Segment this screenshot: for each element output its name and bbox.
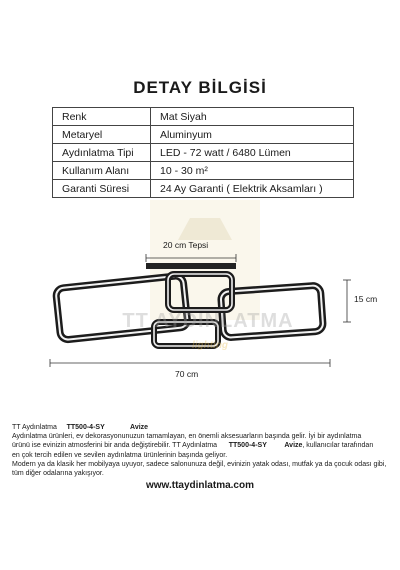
tray-dimension-label: 20 cm Tepsi xyxy=(163,240,209,250)
website-link[interactable]: www.ttaydinlatma.com xyxy=(146,480,254,491)
spec-value: 24 Ay Garanti ( Elektrik Aksamları ) xyxy=(151,180,354,198)
spec-value: 10 - 30 m² xyxy=(151,162,354,180)
description-header xyxy=(12,423,390,432)
product-category: Avize xyxy=(130,424,149,431)
spec-key: Metaryel xyxy=(53,126,151,144)
spec-key: Garanti Süresi xyxy=(53,180,151,198)
table-row xyxy=(53,180,354,198)
spec-table xyxy=(52,107,354,198)
table-row xyxy=(53,126,354,144)
description-line: Modern ya da klasik her mobilyaya uyuyor, sadece salonunuza değil, evinizin yatak odası, mutfak ya da çocuk odası gibi, xyxy=(12,460,387,468)
spec-key: Aydınlatma Tipi xyxy=(53,144,151,162)
spec-key: Renk xyxy=(53,108,151,126)
spec-key: Kullanım Alanı xyxy=(53,162,151,180)
brand-name: TT Aydınlatma xyxy=(12,424,57,431)
spec-value: Aluminyum xyxy=(151,126,354,144)
description-line: ürünü ise evinizin atmosferini bir anda değiştirebilir. TT Aydınlatma TT500-4-SY Avize, kullanıcılar tarafından xyxy=(12,442,374,450)
table-row xyxy=(53,144,354,162)
watermark-tagline: lighting xyxy=(191,340,229,351)
spec-value: LED - 72 watt / 6480 Lümen xyxy=(151,144,354,162)
watermark-brand: TT AYDINLATMA xyxy=(122,310,294,332)
chandelier-illustration xyxy=(0,200,400,400)
description-line: Aydınlatma ürünleri, ev dekorasyonunuzun tamamlayan, en önemli aksesuarların başında gelir. İyi bir aydınlatma xyxy=(12,433,362,441)
description-line: tüm diğer odalarına yakışıyor. xyxy=(12,470,104,478)
height-dimension-label: 15 cm xyxy=(354,294,378,304)
table-row xyxy=(53,162,354,180)
table-row xyxy=(53,108,354,126)
width-dimension-label: 70 cm xyxy=(175,369,199,379)
product-description xyxy=(12,423,390,478)
spec-value: Mat Siyah xyxy=(151,108,354,126)
product-code: TT500-4-SY xyxy=(66,424,105,431)
description-line: en çok tercih edilen ve sevilen aydınlatma ürünlerinin başında geliyor. xyxy=(12,451,228,459)
page-title: DETAY BİLGİSİ xyxy=(133,78,267,97)
